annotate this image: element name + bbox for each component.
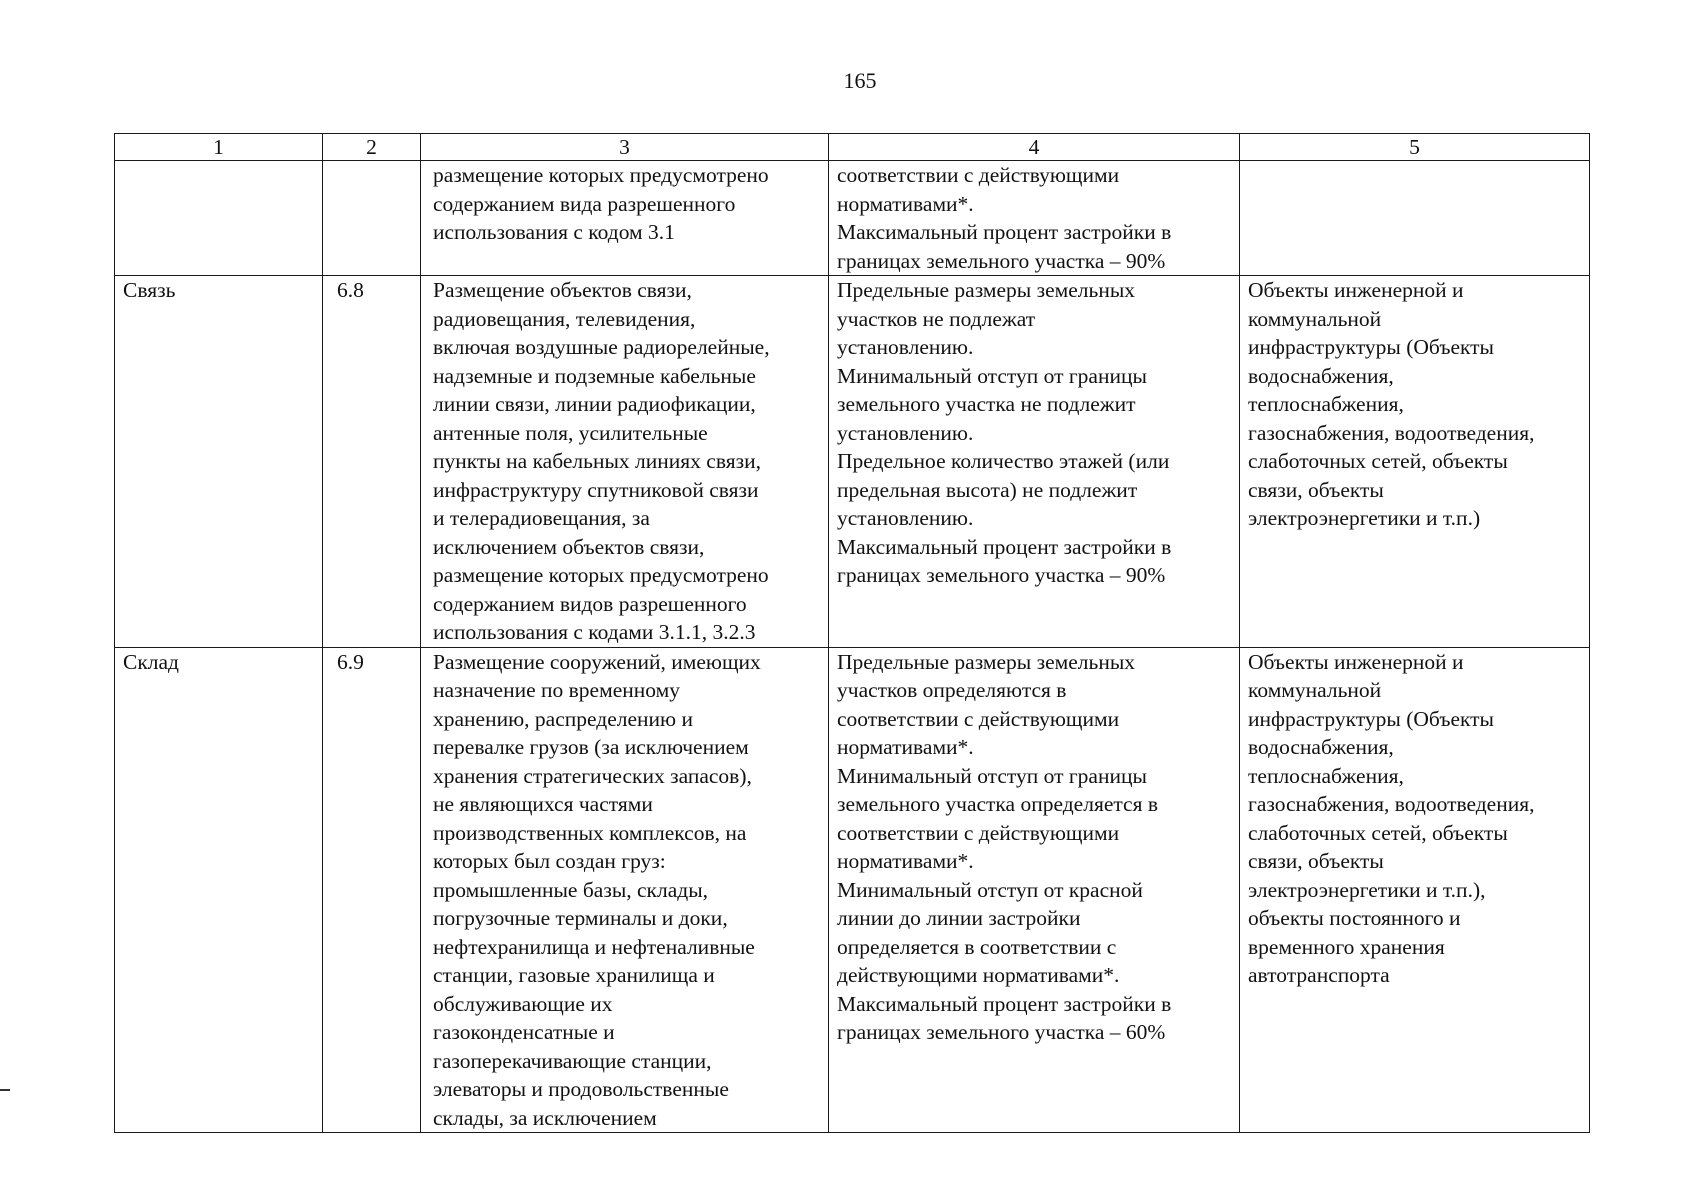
auxiliary-uses-cell: Объекты инженерной и коммунальной инфраструктуры (Объекты водоснабжения, теплоснабжения, газоснабжения, водоотведения, слаботочных сетей, объекты связи, объекты электроэнергетики и т.п.), объекты постоянного и временного хранения автотранспорта	[1240, 647, 1590, 1133]
land-use-table	[114, 133, 1590, 1133]
use-code-cell: 6.8	[323, 276, 421, 648]
margin-mark	[0, 1089, 10, 1091]
auxiliary-uses-cell	[1240, 161, 1590, 276]
use-name-cell	[115, 161, 323, 276]
parameters-cell: соответствии с действующими нормативами*. Максимальный процент застройки в границах земельного участка – 90%	[829, 161, 1240, 276]
table-row	[115, 276, 1590, 648]
column-header: 4	[829, 134, 1240, 161]
auxiliary-uses-cell: Объекты инженерной и коммунальной инфраструктуры (Объекты водоснабжения, теплоснабжения, газоснабжения, водоотведения, слаботочных сетей, объекты связи, объекты электроэнергетики и т.п.)	[1240, 276, 1590, 648]
use-name-cell: Связь	[115, 276, 323, 648]
use-description-cell: Размещение объектов связи, радиовещания, телевидения, включая воздушные радиорелейные, надземные и подземные кабельные линии связи, линии радиофикации, антенные поля, усилительные пункты на кабельных линиях связи, инфраструктуру спутниковой связи и телерадиовещания, за исключением объектов связи, размещение которых предусмотрено содержанием видов разрешенного использования с кодами 3.1.1, 3.2.3	[421, 276, 829, 648]
column-header: 5	[1240, 134, 1590, 161]
use-name-cell: Склад	[115, 647, 323, 1133]
column-header: 2	[323, 134, 421, 161]
table-header-row	[115, 134, 1590, 161]
table-row	[115, 161, 1590, 276]
use-code-cell	[323, 161, 421, 276]
page-number: 165	[843, 68, 877, 93]
parameters-cell: Предельные размеры земельных участков не подлежат установлению. Минимальный отступ от границы земельного участка не подлежит установлению. Предельное количество этажей (или предельная высота) не подлежит установлению. Максимальный процент застройки в границах земельного участка – 90%	[829, 276, 1240, 648]
parameters-cell: Предельные размеры земельных участков определяются в соответствии с действующими нормативами*. Минимальный отступ от границы земельного участка определяется в соответствии с действующими нормативами*. Минимальный отступ от красной линии до линии застройки определяется в соответствии с действующими нормативами*. Максимальный процент застройки в границах земельного участка – 60%	[829, 647, 1240, 1133]
column-header: 1	[115, 134, 323, 161]
use-code-cell: 6.9	[323, 647, 421, 1133]
use-description-cell: Размещение сооружений, имеющих назначение по временному хранению, распределению и перевалке грузов (за исключением хранения стратегических запасов), не являющихся частями производственных комплексов, на которых был создан груз: промышленные базы, склады, погрузочные терминалы и доки, нефтехранилища и нефтеналивные станции, газовые хранилища и обслуживающие их газоконденсатные и газоперекачивающие станции, элеваторы и продовольственные склады, за исключением	[421, 647, 829, 1133]
column-header: 3	[421, 134, 829, 161]
use-description-cell: размещение которых предусмотрено содержанием вида разрешенного использования с кодом 3.1	[421, 161, 829, 276]
table-row	[115, 647, 1590, 1133]
